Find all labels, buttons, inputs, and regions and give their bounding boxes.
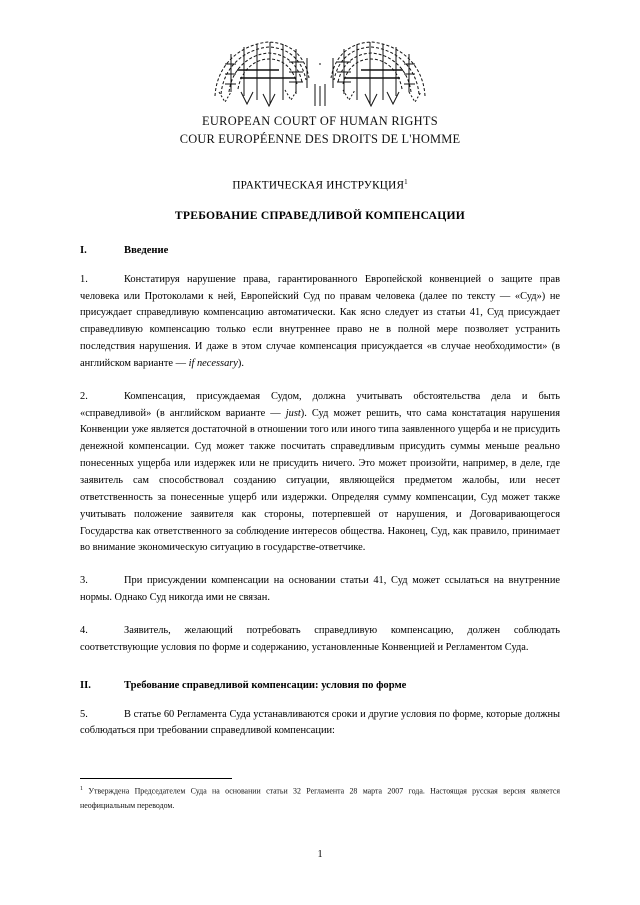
section-heading-introduction [80, 245, 560, 256]
paragraph-number: 4. [80, 624, 88, 636]
footnote-separator-rule [80, 778, 232, 779]
paragraph-body: При присуждении компенсации на основании статьи 41, Суд может ссылаться на внутренние нормы. Однако Суд никогда ими не связан. [80, 575, 560, 604]
paragraph-body: Констатируя нарушение права, гарантированного Европейской конвенцией о защите прав человека или Протоколами к ней, Европейский Суд по правам человека (далее по тексту — «Суд») не присуждает справедливую компенсацию автоматически. Как ясно следует из статьи 41, Суд присуждает справедливую компенсацию только если внутреннее право не в полной мере позволяет устранить последствия нарушения. И даже в этом случае компенсация присуждается «в случае необходимости» (в английском варианте — [80, 273, 560, 369]
paragraph-3 [80, 573, 560, 607]
section-number: I. [80, 244, 87, 256]
paragraph-2 [80, 389, 560, 557]
paragraph-body-tail: ). Суд может решить, что сама констатация нарушения Конвенции уже является достаточной в отношении того или иного типа заявленного ущерба и не присудить денежной компенсации. Суд может также посчитать справедливым присудить суммы меньше реально понесенных ущерба или издержек или не присудить ничего. Это может произойти, например, в деле, где заявитель сам способствовал созданию ситуации, являющейся предметом жалобы, или несет ответственность за понесенные ущерб или издержки. Определяя сумму компенсации, Суд может также учитывать положение заявителя как стороны, потерпевшей от нарушения, и Договаривающегося Государства как ответственного за соблюдение интересов общества. Наконец, Суд, как правило, принимает во внимание экономическую ситуацию в государстве-ответчике. [80, 407, 560, 554]
footnote-marker: 1 [80, 786, 83, 792]
org-name-french: COUR EUROPÉENNE DES DROITS DE L'HOMME [179, 132, 461, 146]
paragraph-italic-term: if necessary [188, 357, 238, 369]
footnote-reference-marker: 1 [404, 178, 408, 186]
footnote-body: Утверждена Председателем Суда на основании статьи 32 Регламента 28 марта 2007 года. Настоящая русская версия является неофициальным переводом. [80, 786, 560, 810]
paragraph-body: Компенсация, присуждаемая Судом, должна учитывать обстоятельства дела и быть «справедливой» (в английском варианте — [80, 390, 560, 419]
page-title: ТРЕБОВАНИЕ СПРАВЕДЛИВОЙ КОМПЕНСАЦИИ [174, 208, 466, 222]
section-number: II. [80, 679, 91, 691]
paragraph-5 [80, 707, 560, 741]
section-title: Требование справедливой компенсации: условия по форме [124, 679, 407, 691]
paragraph-1 [80, 272, 560, 373]
section-heading-form-conditions [80, 680, 560, 691]
practice-direction-text: ПРАКТИЧЕСКАЯ ИНСТРУКЦИЯ [232, 179, 405, 192]
paragraph-body: В статье 60 Регламента Суда устанавливаются сроки и другие условия по форме, которые должны соблюдаться при требовании справедливой компенсации: [80, 708, 560, 737]
echr-emblem [207, 34, 433, 108]
paragraph-number: 5. [80, 708, 88, 720]
paragraph-body-tail: ). [237, 357, 244, 369]
paragraph-number: 3. [80, 575, 88, 587]
paragraph-italic-term: just [285, 407, 301, 419]
paragraph-4 [80, 623, 560, 657]
practice-direction-label [80, 178, 560, 192]
footnote-area [80, 778, 560, 813]
page-number: 1 [317, 849, 323, 860]
paragraph-body: Заявитель, желающий потребовать справедливую компенсацию, должен соблюдать соответствующие условия по форме и содержанию, установленные Конвенцией и Регламентом Суда. [80, 624, 560, 653]
footnote-1 [80, 784, 560, 813]
paragraph-number: 1. [80, 273, 88, 285]
document-masthead [80, 0, 560, 147]
org-name-english: EUROPEAN COURT OF HUMAN RIGHTS [202, 114, 438, 128]
paragraph-number: 2. [80, 390, 88, 402]
section-title: Введение [124, 244, 169, 256]
